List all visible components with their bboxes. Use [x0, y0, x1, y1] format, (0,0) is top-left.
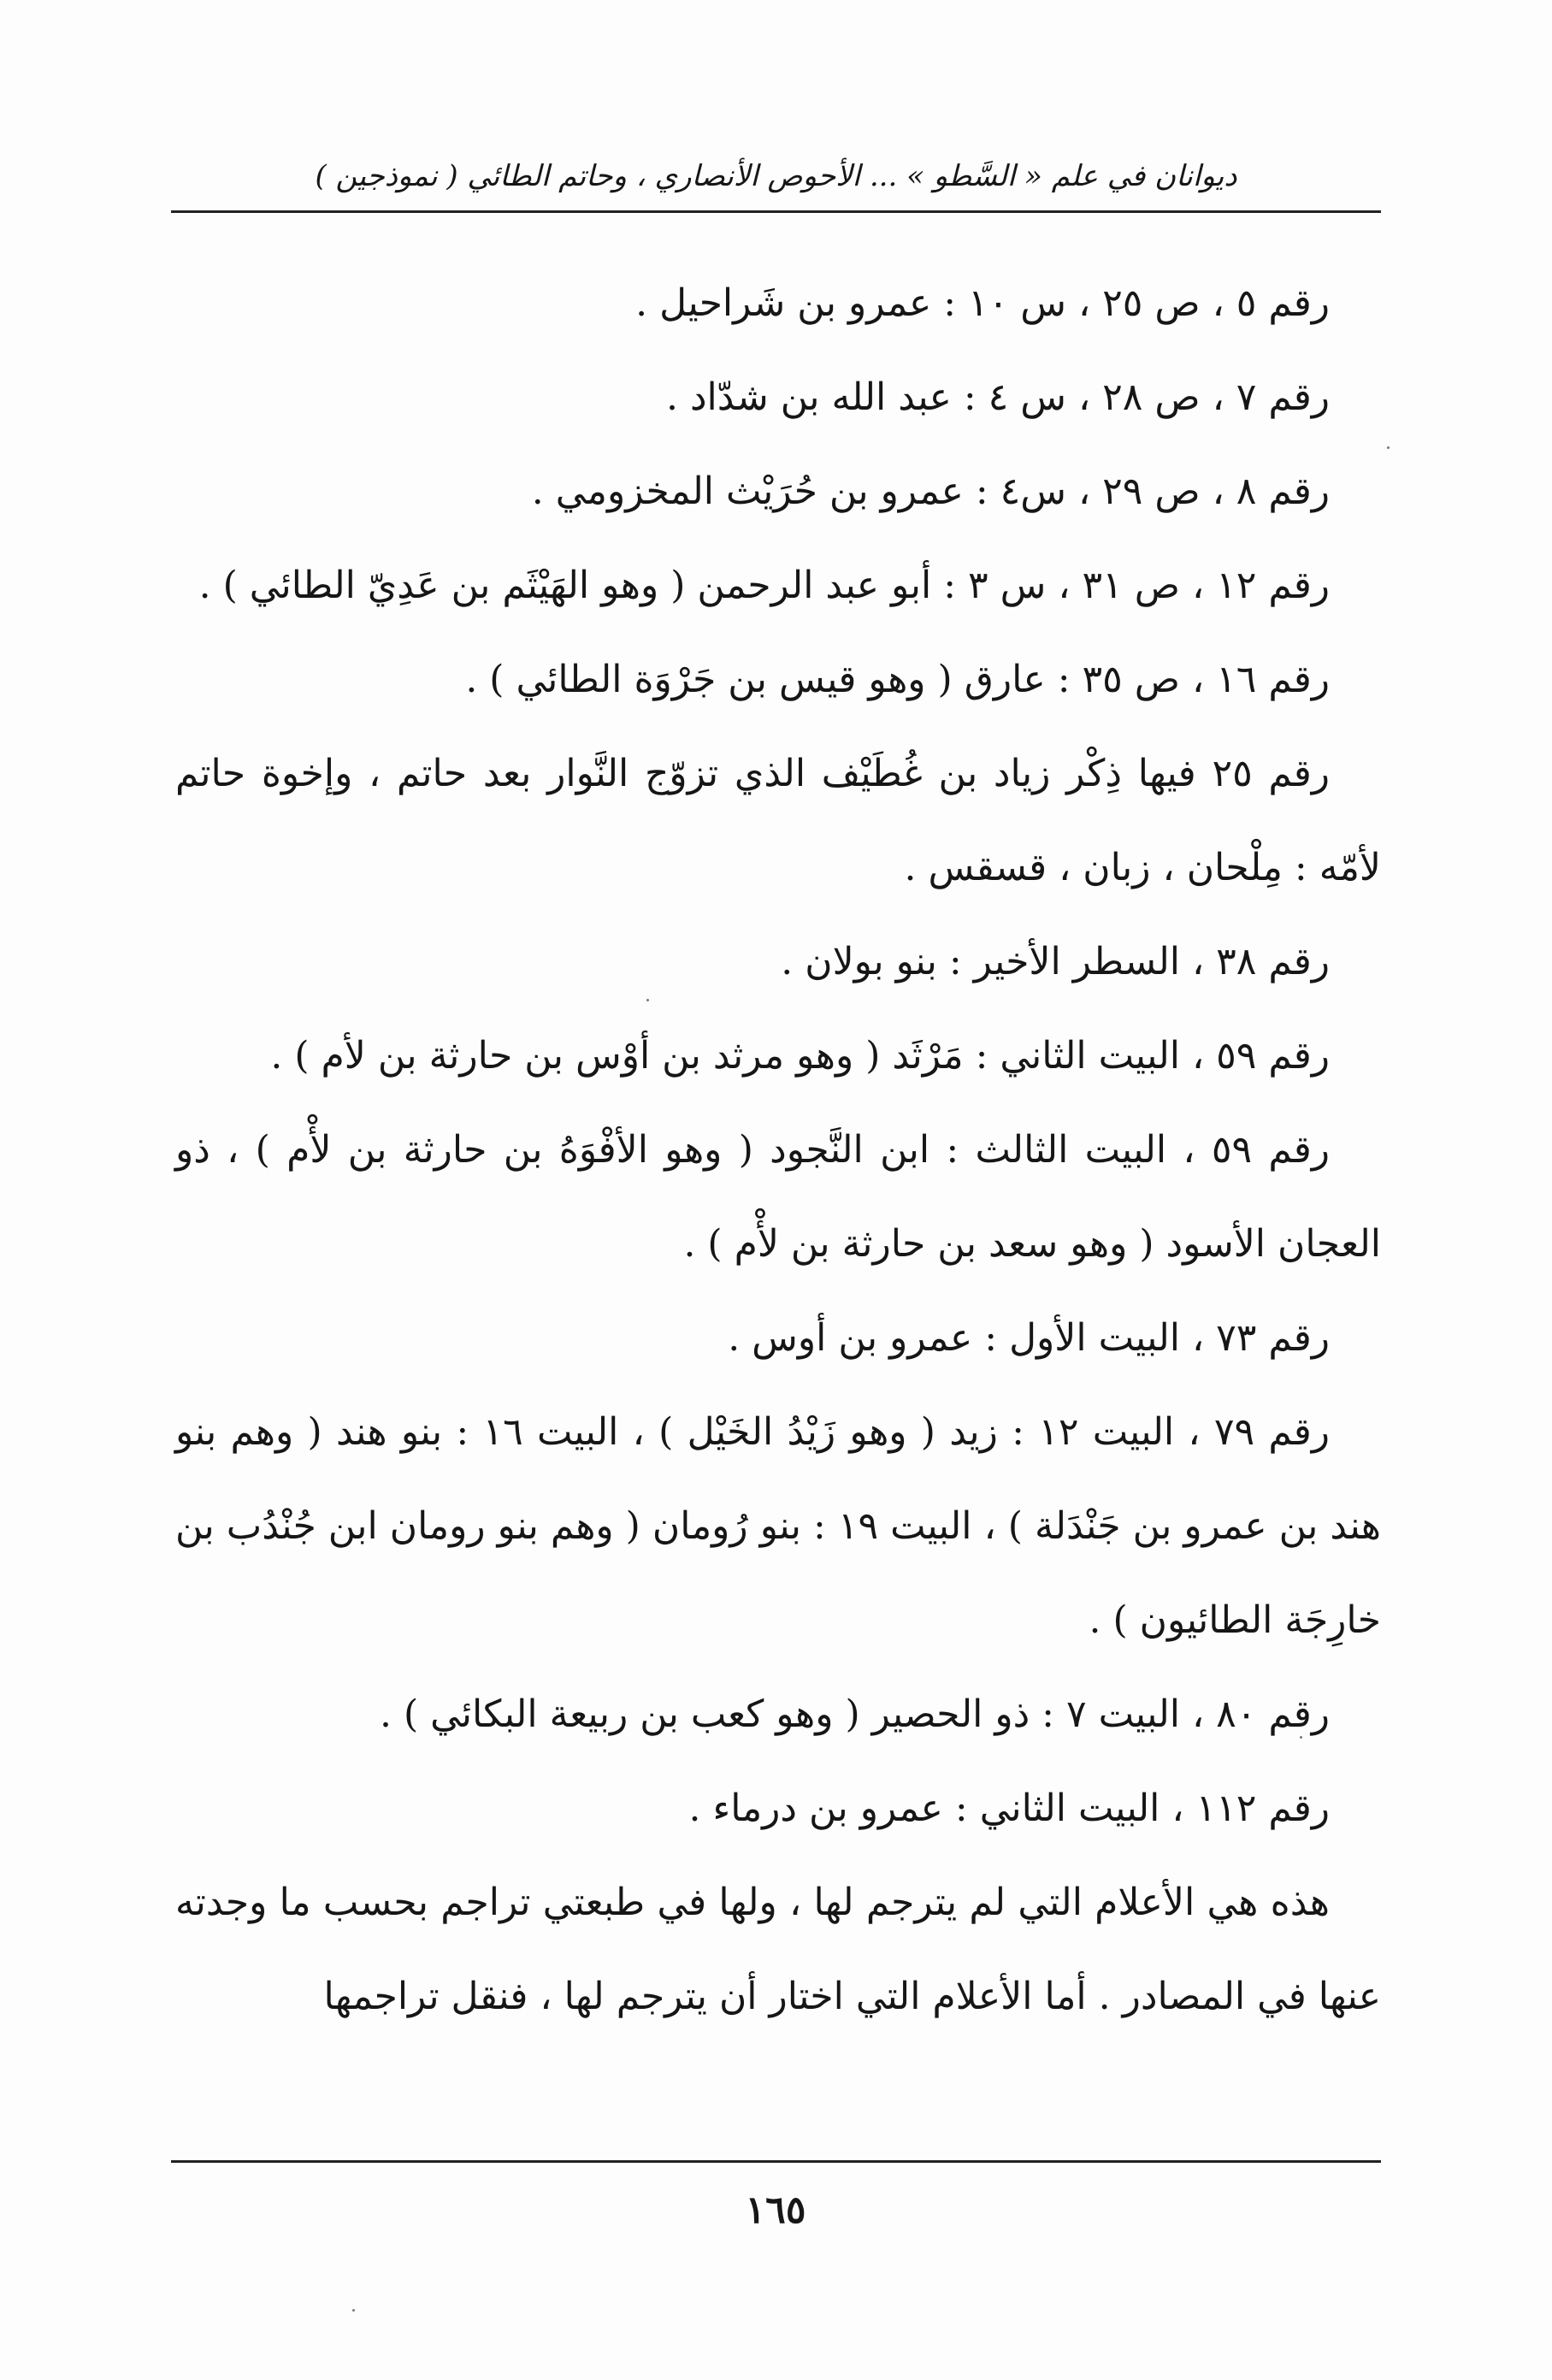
entry-line: رقم ٧ ، ص ٢٨ ، س ٤ : عبد الله بن شدّاد . — [665, 375, 1330, 419]
scan-speck — [646, 999, 649, 1001]
entry-line: رقم ٨٠ ، البيت ٧ : ذو الحصير ( وهو كعب بن ربيعة البكائي ) . — [379, 1692, 1330, 1736]
entry-line: رقم ٧٩ ، البيت ١٢ : زيد ( وهو زَيْدُ الخَيْل ) ، البيت ١٦ : بنو هند ( وهم بنو هند بن عمرو بن جَنْدَلة ) ، البيت ١٩ : بنو رُومان ( وهم بنو رومان ابن جُنْدُب بن خارِجَة الطائيون ) . — [175, 1410, 1381, 1642]
scan-speck — [1387, 446, 1390, 449]
footer-rule — [171, 2160, 1381, 2163]
scan-speck — [1300, 1736, 1302, 1739]
closing-paragraph: هذه هي الأعلام التي لم يترجم لها ، ولها في طبعتي تراجم بحسب ما وجدته عنها في المصادر . أما الأعلام التي اختار أن يترجم لها ، فنقل تراجمها — [175, 1881, 1381, 2018]
page-number: ١٦٥ — [745, 2188, 806, 2232]
entry-line: رقم ١١٢ ، البيت الثاني : عمرو بن درماء . — [688, 1786, 1330, 1830]
header-rule — [171, 210, 1381, 213]
scan-speck — [352, 2309, 355, 2312]
entry-line: رقم ٨ ، ص ٢٩ ، س٤ : عمرو بن حُرَيْث المخزومي . — [531, 470, 1330, 513]
entry-line: رقم ٥٩ ، البيت الثاني : مَرْثَد ( وهو مرثد بن أوْس بن حارثة بن لأم ) . — [270, 1034, 1330, 1078]
entry-line: رقم ٧٣ ، البيت الأول : عمرو بن أوس . — [728, 1316, 1330, 1360]
page-body — [175, 257, 1381, 2044]
running-header: ديوانان في علم « السَّطو » ... الأحوص الأنصاري ، وحاتم الطائي ( نموذجين ) — [315, 159, 1237, 193]
entry-line: رقم ٢٥ فيها ذِكْر زياد بن غُطَيْف الذي تزوّج النَّوار بعد حاتم ، وإخوة حاتم لأمّه : مِلْحان ، زبان ، قسقس . — [175, 752, 1381, 889]
entry-line: رقم ٣٨ ، السطر الأخير : بنو بولان . — [781, 940, 1330, 983]
entry-line: رقم ١٢ ، ص ٣١ ، س ٣ : أبو عبد الرحمن ( وهو الهَيْثَم بن عَدِيّ الطائي ) . — [198, 564, 1330, 607]
entry-line: رقم ٥ ، ص ٢٥ ، س ١٠ : عمرو بن شَراحيل . — [635, 281, 1330, 325]
entry-line: رقم ٥٩ ، البيت الثالث : ابن النَّجود ( وهو الأفْوَهُ بن حارثة بن لأْم ) ، ذو العجان الأسود ( وهو سعد بن حارثة بن لأْم ) . — [175, 1128, 1381, 1266]
entry-line: رقم ١٦ ، ص ٣٥ : عارق ( وهو قيس بن جَرْوَة الطائي ) . — [465, 658, 1330, 701]
